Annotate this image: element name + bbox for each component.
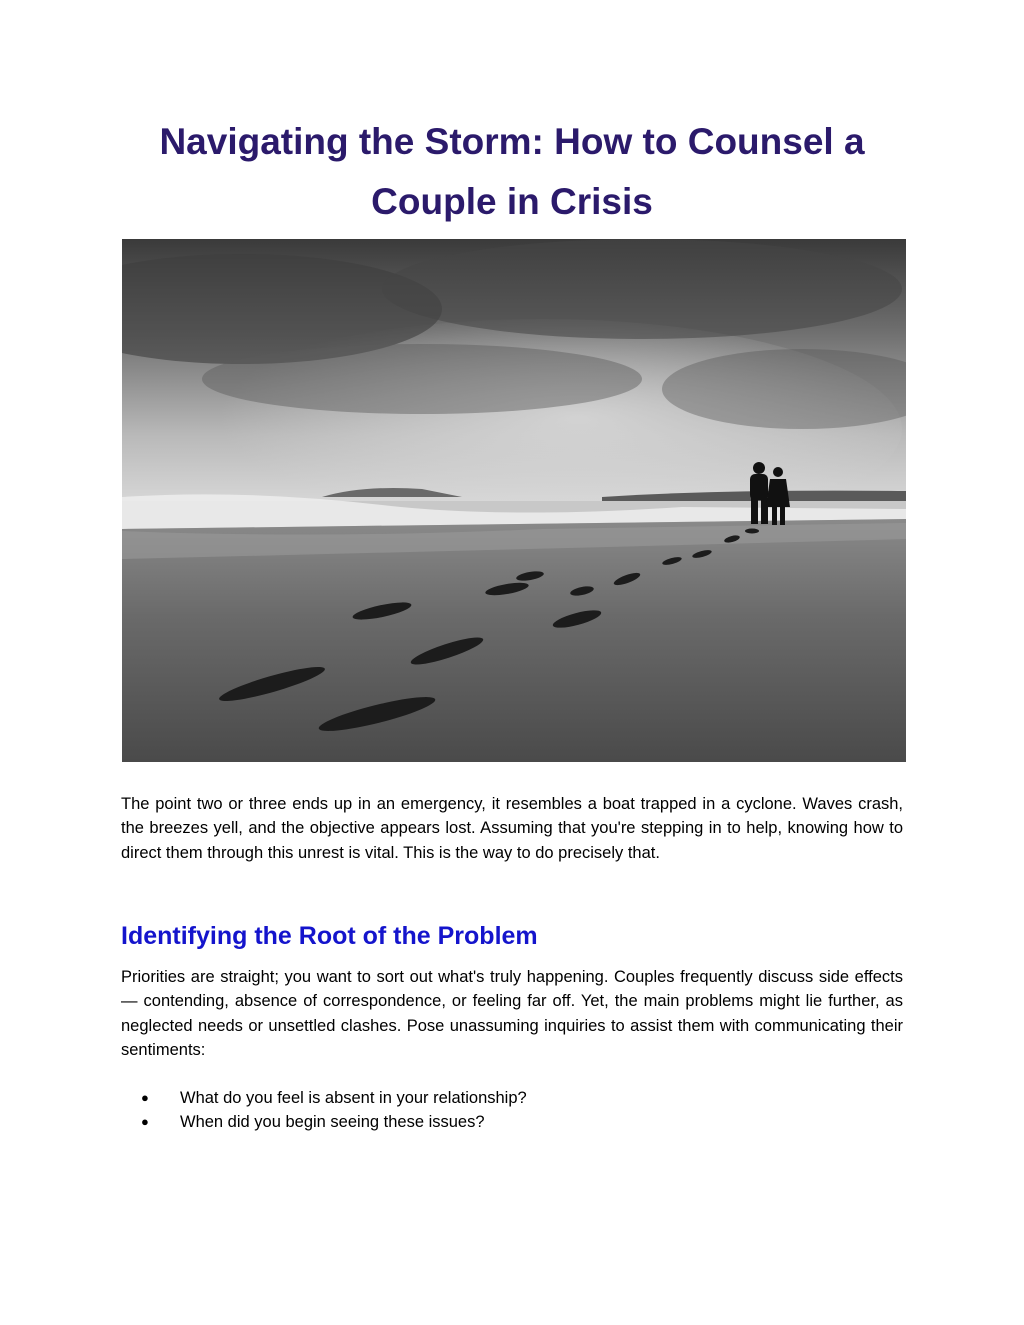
intro-paragraph: The point two or three ends up in an emergency, it resembles a boat trapped in a cyclone. Waves crash, the breezes yell, and the objective appears lost. Assuming that you're stepping in to help, knowing how to direct them through this unrest is vital. This is the way to do precisely that. bbox=[121, 795, 903, 862]
bullet-icon: ● bbox=[141, 1090, 149, 1105]
section-body-paragraph: Priorities are straight; you want to sort out what's truly happening. Couples frequently discuss side effects — contending, absence of correspondence, or feeling far off. Yet, the main problems might lie further, as neglected needs or unsettled clashes. Pose unassuming inquiries to assist them with communicating their sentiments: bbox=[121, 968, 903, 1060]
list-item-text: What do you feel is absent in your relationship? bbox=[180, 1089, 527, 1107]
page-title: Navigating the Storm: How to Counsel a Couple in Crisis bbox=[159, 121, 865, 222]
list-item-text: When did you begin seeing these issues? bbox=[180, 1113, 485, 1132]
question-list bbox=[121, 1086, 903, 1135]
bullet-icon: ● bbox=[141, 1114, 149, 1130]
list-item bbox=[121, 1086, 903, 1110]
section-heading: Identifying the Root of the Problem bbox=[121, 922, 538, 950]
hero-photo-couple-walking-on-beach bbox=[122, 239, 906, 762]
list-item bbox=[121, 1110, 903, 1134]
